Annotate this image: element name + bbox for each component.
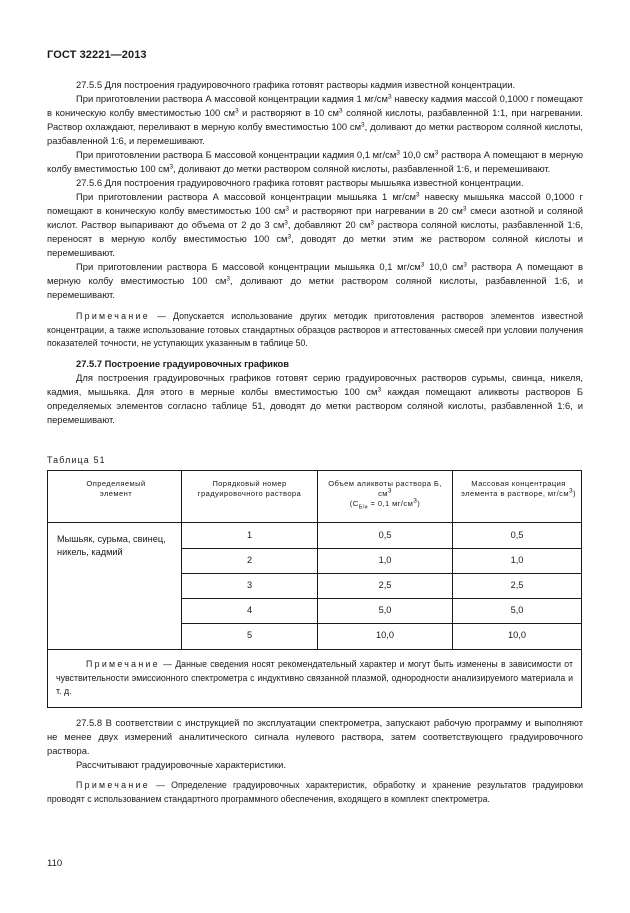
row-volume: 10,0 <box>376 630 394 640</box>
header-aliquot-volume: Объем аликвоты раствора Б, $см^3$ ($C_{Б/и} = 0,1$ $мг/см^3$) <box>328 479 442 511</box>
after-table-text <box>47 716 583 806</box>
paragraph-calibration-series: Для построения градуировочных графиков готовят серию градуировочных растворов сурьмы, свинца, никеля, кадмия, мышьяка. Для этого в мерные колбы вместимостью 100 $см^3$ каждая помещают аликвоты растворов Б определяемых элементов согласно таблице 51, доводят до метки раствором соляной кислоты, разбавленной 1:6, и перемешивают. <box>47 371 583 425</box>
row-concentration: 2,5 <box>510 580 524 590</box>
table-row-divider <box>181 548 581 549</box>
paragraph-calculate: Рассчитывают градуировочные характеристики. <box>76 759 287 770</box>
note-software: Примечание — Определение градуировочных характеристик, обработку и хранение результатов градуировки проводят с использованием стандартного программного обеспечения, входящего в комплект спектрометра. <box>47 780 583 804</box>
document-header: ГОСТ 32221—2013 <box>47 49 147 61</box>
row-concentration: 5,0 <box>510 605 524 615</box>
paragraph-27-5-5: 27.5.5 Для построения градуировочного графика готовят растворы кадмия известной концентрации. <box>76 79 516 90</box>
paragraph-27-5-6: 27.5.6 Для построения градуировочного графика готовят растворы мышьяка известной концентрации. <box>76 177 524 188</box>
table-header-divider <box>48 522 581 523</box>
row-number: 4 <box>246 605 253 615</box>
paragraph-cadmium-solution-a: При приготовлении раствора А массовой концентрации кадмия 1 $мг/см^3$ навеску кадмия массой 0,1000 г помещают в коническую колбу вместимостью 100 $см^3$ и растворяют в 10 $см^3$ соляной кислоты, разбавленной 1:1, при нагревании. Раствор охлаждают, переливают в мерную колбу вместимостью 100 $см^3$, доливают до метки раствором соляной кислоты, разбавленной 1:6, и перемешивают. <box>47 93 583 146</box>
calibration-table <box>47 470 582 708</box>
row-concentration: 10,0 <box>508 630 526 640</box>
row-number: 3 <box>246 580 253 590</box>
main-text <box>47 78 583 427</box>
row-volume: 1,0 <box>378 555 392 565</box>
paragraph-27-5-8: 27.5.8 В соответствии с инструкцией по эксплуатации спектрометра, запускают рабочую программу и выполняют не менее двух измерений аналитического сигнала нулевого раствора, затем соответствующего градуировочного раствора. <box>47 717 583 756</box>
table-body-bottom <box>48 649 581 650</box>
table-note: Примечание — Данные сведения носят рекомендательный характер и могут быть изменены в зависимости от чувствительности эмиссионного спектрометра с индуктивно связанной плазмой, однородности анализируемого материала и т. д. <box>56 659 573 696</box>
section-heading-27-5-7: 27.5.7 Построение градуировочных графиков <box>76 357 290 369</box>
note-preparation: Примечание — Допускается использование других методик приготовления растворов элементов известной концентрации, а также использование готовых стандартных образцов растворов и аттестованных смесей при условии получения показателей точности, не уступающих указанным в таблице 50. <box>47 311 583 348</box>
row-number: 1 <box>246 530 253 540</box>
page-number: 110 <box>47 858 63 869</box>
paragraph-arsenic-solution-a: При приготовлении раствора А массовой концентрации мышьяка 1 $мг/см^3$ навеску мышьяка массой 0,1000 г помещают в коническую колбу вместимостью 100 $см^3$ и растворяют при нагревании в 20 $см^3$ смеси азотной и соляной кислот. Раствор выпаривают до объема от 2 до 3 $см^3$, добавляют 20 $см^3$ раствора соляной кислоты, разбавленной 1:6, переносят в мерную колбу вместимостью 100 $см^3$, доводят до метки этим же раствором соляной кислоты и перемешивают. <box>47 191 583 258</box>
header-element: Определяемый элемент <box>86 479 146 498</box>
row-number: 5 <box>246 630 253 640</box>
row-concentration: 0,5 <box>510 530 524 540</box>
header-mass-concentration: Массовая концентрация элемента в растворе, $мг/см^3$) <box>461 479 576 498</box>
row-volume: 0,5 <box>378 530 392 540</box>
table-row-divider <box>181 623 581 624</box>
table-caption: Таблица 51 <box>47 455 106 465</box>
row-concentration: 1,0 <box>510 555 524 565</box>
element-list: Мышьяк, сурьма, свинец, никель, кадмий <box>57 534 166 557</box>
row-number: 2 <box>246 555 253 565</box>
header-solution-number: Порядковый номер градуировочного раствора <box>197 479 302 498</box>
table-row-divider <box>181 598 581 599</box>
row-volume: 5,0 <box>378 605 392 615</box>
table-row-divider <box>181 573 581 574</box>
paragraph-arsenic-solution-b: При приготовлении раствора Б массовой концентрации мышьяка 0,1 $мг/см^3$ 10,0 $см^3$ раствора А помещают в мерную колбу вместимостью 100 $см^3$, доливают до метки раствором соляной кислоты, разбавленной 1:6, и перемешивают. <box>47 261 583 300</box>
paragraph-cadmium-solution-b: При приготовлении раствора Б массовой концентрации кадмия 0,1 $мг/см^3$ 10,0 $см^3$ раствора А помещают в мерную колбу вместимостью 100 $см^3$, доливают до метки раствором соляной кислоты, разбавленной 1:6, и перемешивают. <box>47 149 583 174</box>
row-volume: 2,5 <box>378 580 392 590</box>
